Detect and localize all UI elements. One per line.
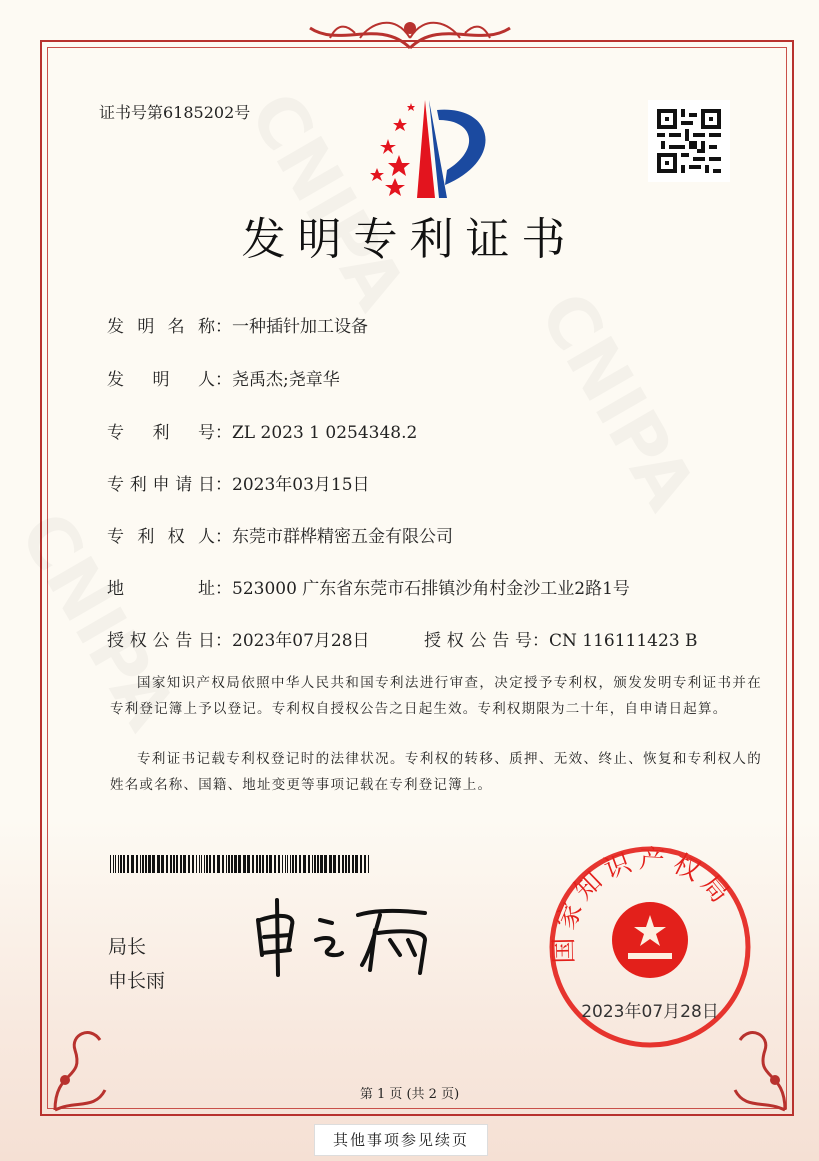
corner-ornament-left	[45, 1010, 115, 1120]
barcode-bar	[183, 855, 186, 873]
barcode-bar	[317, 855, 319, 873]
barcode-bar	[222, 855, 224, 873]
barcode-bar	[345, 855, 347, 873]
barcode-bar	[333, 855, 336, 873]
barcode-bar	[145, 855, 147, 873]
field-invention-name: 发明名称：一种插针加工设备	[107, 317, 368, 337]
barcode-bar	[127, 855, 129, 873]
barcode-bar	[161, 855, 164, 873]
barcode-bar	[148, 855, 151, 873]
barcode-bar	[201, 855, 202, 873]
field-application-date: 专利申请日：2023年03月15日	[107, 475, 370, 495]
barcode-bar	[199, 855, 200, 873]
barcode-bar	[348, 855, 350, 873]
continue-note: 其他事项参见续页	[314, 1124, 488, 1156]
barcode-bar	[170, 855, 172, 873]
barcode-bar	[196, 855, 197, 873]
barcode-bar	[157, 855, 160, 873]
seal-text: 国家知识产权局	[549, 845, 739, 964]
official-seal	[548, 845, 753, 1050]
barcode-bar	[329, 855, 332, 873]
barcode-bar	[173, 855, 175, 873]
barcode-bar	[360, 855, 362, 873]
barcode-bar	[320, 855, 323, 873]
statement-paragraph: 国家知识产权局依照中华人民共和国专利法进行审查，决定授予专利权，颁发发明专利证书并在专利登记簿上予以登记。专利权自授权公告之日起生效。专利权期限为二十年，自申请日起算。	[110, 675, 762, 717]
barcode-bar	[324, 855, 327, 873]
barcode-bar	[247, 855, 250, 873]
barcode-bar	[269, 855, 272, 873]
barcode-bar	[262, 855, 264, 873]
barcode-bar	[228, 855, 230, 873]
page-number: 第 1 页 (共 2 页)	[359, 1087, 460, 1102]
barcode-bar	[118, 855, 119, 873]
certificate-number: 证书号第6185202号	[99, 103, 251, 122]
field-inventor: 发明人：尧禹杰;尧章华	[107, 370, 340, 390]
barcode-bar	[226, 855, 227, 873]
barcode-bar	[204, 855, 205, 873]
barcode-bar	[136, 855, 138, 873]
barcode-bar	[234, 855, 237, 873]
barcode-bar	[314, 855, 316, 873]
top-ornament	[300, 8, 520, 58]
barcode-bar	[166, 855, 168, 873]
barcode-bar	[231, 855, 233, 873]
barcode-bar	[303, 855, 306, 873]
cnipa-logo	[355, 100, 495, 200]
barcode-bar	[110, 855, 111, 873]
barcode-bar	[285, 855, 286, 873]
barcode-bar	[368, 855, 369, 873]
field-patentee: 专利权人：东莞市群桦精密五金有限公司	[107, 527, 453, 547]
director-signature	[250, 895, 440, 980]
field-patent-number: 专利号：ZL 2023 1 0254348.2	[107, 423, 418, 443]
barcode-bar	[252, 855, 254, 873]
barcode-bar	[295, 855, 297, 873]
barcode-bar	[278, 855, 280, 873]
barcode-bar	[176, 855, 178, 873]
qr-code[interactable]	[648, 100, 730, 182]
barcode-bar	[152, 855, 155, 873]
field-address: 地址：523000 广东省东莞市石排镇沙角村金沙工业2路1号	[107, 579, 630, 599]
barcode-bar	[364, 855, 366, 873]
seal-date: 2023年07月28日	[581, 1002, 719, 1022]
barcode-bar	[274, 855, 276, 873]
field-grant-date: 授权公告日：2023年07月28日	[107, 631, 370, 651]
field-grant-number: 授权公告号：CN 116111423 B	[424, 631, 698, 651]
statement-paragraph: 专利证书记载专利权登记时的法律状况。专利权的转移、质押、无效、终止、恢复和专利权人的姓名或名称、国籍、地址变更等事项记载在专利登记簿上。	[110, 751, 762, 793]
barcode-bar	[342, 855, 344, 873]
barcode-bar	[180, 855, 182, 873]
barcode-bar	[206, 855, 208, 873]
barcode-bar	[115, 855, 116, 873]
barcode-bar	[113, 855, 114, 873]
barcode-bar	[243, 855, 246, 873]
barcode-bar	[140, 855, 141, 873]
barcode-bar	[192, 855, 194, 873]
barcode-bar	[292, 855, 294, 873]
barcode-bar	[308, 855, 310, 873]
barcode-bar	[213, 855, 215, 873]
barcode-bar	[120, 855, 122, 873]
barcode-bar	[282, 855, 283, 873]
barcode-bar	[312, 855, 313, 873]
barcode-bar	[217, 855, 220, 873]
barcode-bar	[123, 855, 125, 873]
barcode-bar	[352, 855, 354, 873]
document-title: 发明专利证书	[241, 214, 578, 265]
barcode-bar	[256, 855, 258, 873]
barcode-bar	[355, 855, 358, 873]
director-title: 局长	[108, 936, 147, 958]
barcode-bar	[209, 855, 211, 873]
barcode-bar	[188, 855, 190, 873]
barcode-bar	[290, 855, 291, 873]
barcode	[110, 855, 372, 873]
barcode-bar	[238, 855, 241, 873]
barcode-bar	[142, 855, 144, 873]
barcode-bar	[131, 855, 134, 873]
barcode-bar	[259, 855, 261, 873]
barcode-bar	[266, 855, 268, 873]
barcode-bar	[338, 855, 340, 873]
barcode-bar	[287, 855, 288, 873]
barcode-bar	[299, 855, 301, 873]
director-name: 申长雨	[108, 970, 166, 992]
